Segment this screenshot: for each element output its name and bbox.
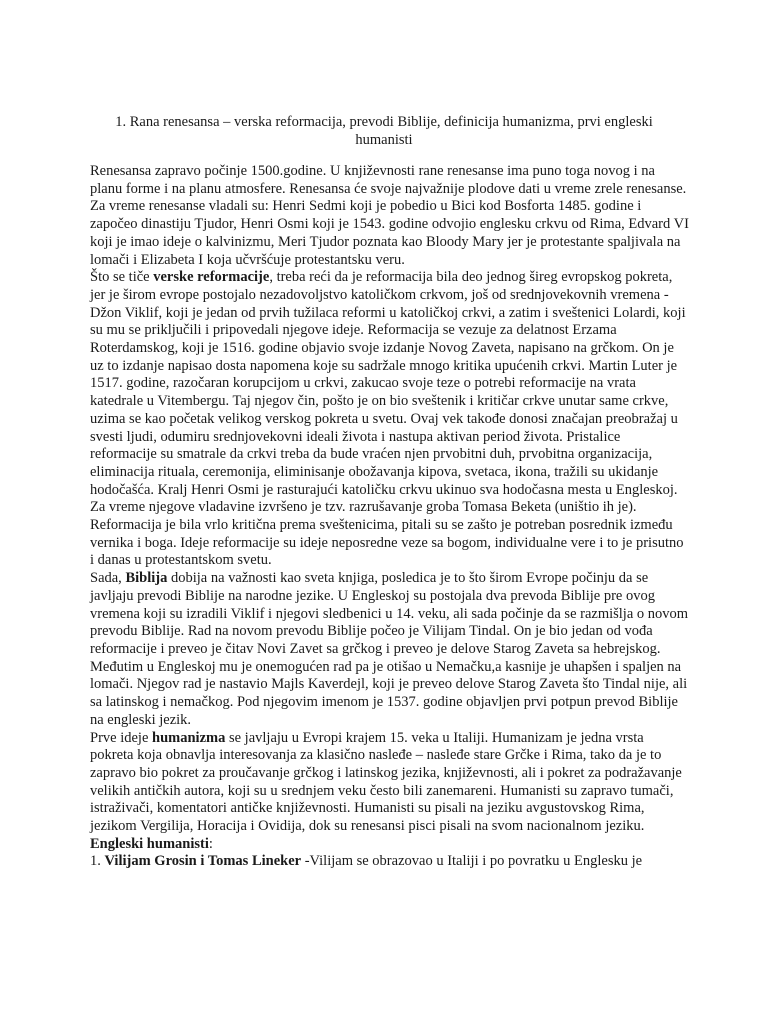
paragraph-text: dobija na važnosti kao sveta knjiga, posledica je to što širom Evrope počinju da se javljaju prevodi Biblije na narodne jezike. U Engleskoj su postojala dva prevoda Biblije pre ovog vremena koji su izradili Viklif i njegovi sledbenici u 14. veku, ali sada počinje da se razmišlja o novom prevodu Biblije. Rad na novom prevodu Biblije počeo je Vilijam Tindal. On je bio jedan od vođa reformacije i preveo je čitav Novi Zavet sa grčkog i preveo je delove Starog Zaveta sa hebrejskog. Međutim u Engleskoj mu je onemogućen rad pa je otišao u Nemačku,a kasnije je uhapšen i spaljen na lomači. Njegov rad je nastavio Majls Kaverdejl, koji je preveo delove Starog Zaveta što Tindal nije, ali sa latinskog i nemačkog. Pod njegovim imenom je 1537. godine objavljen prvi potpun prevod Biblije na engleski jezik. (90, 570, 689, 728)
paragraph-text: -Vilijam se obrazovao u Italiji i po povratku u Englesku je (301, 853, 643, 870)
paragraph-text: Prve ideje (90, 729, 153, 746)
bold-term-engleski-humanisti: Engleski humanisti (90, 835, 209, 852)
paragraph-text: , treba reći da je reformacija bila deo jednog šireg evropskog pokreta, jer je širom evrope postojalo nezadovoljstvo katoličkom crkvom, još od srednjovekovnih vremena - Džon Viklif, koji je jedan od prvih tužilaca reformi u katoličkoj crkvi, a zatim i sveštenici Lolardi, koji su mu se priključili i pripovedali njegove ideje. Reformacija se vezuje za delatnost Erzama Roterdamskog, koji je 1516. godine objavio svoje izdanje Novog Zaveta, napisano na grčkom. On je uz to izdanje napisao dosta napomena koje su sadržale mnogo kritika upućenih crkvi. Martin Luter je 1517. godine, razočaran korupcijom u crkvi, zakucao svoje teze o potrebi reformacije na vrata katedrale u Vitembergu. Taj njegov čin, pošto je on bio sveštenik i kritičar crkve unutar same crkve, uzima se kao početak velikog verskog pokreta u svetu. Ovaj vek takođe donosi značajan preobražaj u svesti ljudi, odumiru srednjovekovni ideali života i nastupa aktivan period života. Pristalice reformacije su smatrale da crkvi treba da bude vraćen njen prvobitni duh, prvobitna organizacija, eliminacija rituala, ceremonija, eliminisanje obožavanja kipova, svetaca, ikona, tražili su ukidanje hodočašća. Kralj Henri Osmi je rasturajući katoličku crkvu ukinuo sva hodočasna mesta u Engleskoj. Za vreme njegove vladavine izvršeno je tzv. razrušavanje groba Tomasa Beketa (uništio ih je). Reformacija je bila vrlo kritična prema sveštenicima, pitali su se zašto je potreban posrednik između vernika i boga. Ideje reformacije su ideje neposredne veze sa bogom, individualne vere i to je prisutno i danas u protestantskom svetu. (90, 269, 686, 569)
document-title: 1. Rana renesansa – verska reformacija, prevodi Biblije, definicija humanizma, prvi engleski humanisti (115, 114, 653, 148)
bold-term-grosin-lineker: Vilijam Grosin i Tomas Lineker (104, 853, 302, 870)
paragraph-text: Sada, (90, 570, 126, 587)
paragraph-reformacija (90, 269, 690, 570)
document-body (90, 163, 690, 871)
bold-term-verske-reformacije: verske reformacije (153, 269, 270, 286)
paragraph-text: se javljaju u Evropi krajem 15. veka u Italiji. Humanizam je jedna vrsta pokreta koja obnavlja interesovanja za klasično nasleđe – nasleđe stare Grčke i Rima, tako da je to zapravo bio pokret za proučavanje grčkog i latinskog jezika, književnosti, ali i pokret za podražavanje velikih antičkih autora, koji su u srednjem veku često bili zanemareni. Humanisti su zapravo tumači, istraživači, komentatori antičke književnosti. Humanisti su pisali na jeziku avgustovskog Rima, jezikom Vergilija, Horacija i Ovidija, dok su renesansi pisci pisali na svom nacionalnom jeziku. (90, 729, 682, 835)
paragraph-biblija (90, 570, 690, 729)
paragraph-grosin-lineker (90, 853, 690, 871)
heading-engleski-humanisti (90, 836, 690, 854)
list-number: 1. (90, 853, 105, 870)
paragraph-humanizam (90, 730, 690, 836)
paragraph-renesansa: Renesansa zapravo počinje 1500.godine. U književnosti rane renesanse ima puno toga novog i na planu forme i na planu atmosfere. Renesansa će svoje najvažnije plodove dati u vreme zrele renesanse. Za vreme renesanse vladali su: Henri Sedmi koji je pobedio u Bici kod Bosforta 1485. godine i započeo dinastiju Tjudor, Henri Osmi koji je 1543. godine odvojio englesku crkvu od Rima, Edvard VI koji je imao ideje o kalvinizmu, Meri Tjudor poznata kao Bloody Mary jer je protestante spaljivala na lomači i Elizabeta I koja učvršćuje protestantsku veru. (90, 163, 689, 268)
paragraph-text: Što se tiče (90, 269, 154, 286)
paragraph-text: : (208, 835, 213, 852)
bold-term-humanizma: humanizma (152, 729, 226, 746)
bold-term-biblija: Biblija (125, 570, 168, 587)
